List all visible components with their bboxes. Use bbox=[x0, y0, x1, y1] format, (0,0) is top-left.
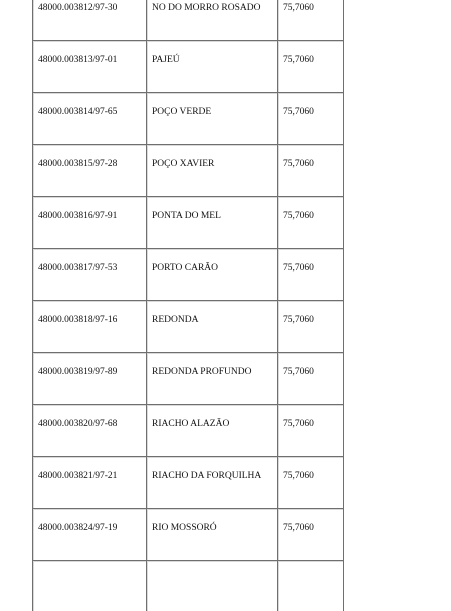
process-number-cell bbox=[33, 93, 147, 145]
table-row bbox=[33, 561, 344, 611]
value: 75,7060 bbox=[283, 263, 314, 273]
process-number-cell bbox=[33, 41, 147, 93]
field-name-cell bbox=[147, 145, 278, 197]
value-cell bbox=[278, 353, 344, 405]
process-number: 48000.003814/97-65 bbox=[38, 107, 118, 117]
field-name-cell bbox=[147, 405, 278, 457]
process-number: 48000.003820/97-68 bbox=[38, 419, 118, 429]
process-number-cell bbox=[33, 0, 147, 41]
value-cell bbox=[278, 0, 344, 41]
process-number: 48000.003824/97-19 bbox=[38, 523, 118, 533]
value-cell bbox=[278, 301, 344, 353]
records-table-body bbox=[33, 0, 344, 611]
table-row bbox=[33, 0, 344, 41]
table-row bbox=[33, 301, 344, 353]
field-name-cell bbox=[147, 41, 278, 93]
value: 75,7060 bbox=[283, 55, 314, 65]
table-row bbox=[33, 93, 344, 145]
field-name-cell bbox=[147, 509, 278, 561]
field-name-cell bbox=[147, 0, 278, 41]
field-name: RIACHO DA FORQUILHA bbox=[152, 471, 262, 481]
table-row bbox=[33, 145, 344, 197]
table-row bbox=[33, 405, 344, 457]
process-number: 48000.003819/97-89 bbox=[38, 367, 118, 377]
table-row bbox=[33, 249, 344, 301]
field-name-cell bbox=[147, 353, 278, 405]
process-number-cell bbox=[33, 145, 147, 197]
value: 75,7060 bbox=[283, 523, 314, 533]
value: 75,7060 bbox=[283, 367, 314, 377]
process-number: 48000.003812/97-30 bbox=[38, 3, 118, 13]
field-name: RIACHO ALAZÃO bbox=[152, 419, 230, 429]
process-number-cell bbox=[33, 405, 147, 457]
value: 75,7060 bbox=[283, 159, 314, 169]
table-row bbox=[33, 197, 344, 249]
value-cell bbox=[278, 249, 344, 301]
field-name: NO DO MORRO ROSADO bbox=[152, 3, 261, 13]
field-name: PONTA DO MEL bbox=[152, 211, 221, 221]
field-name: REDONDA PROFUNDO bbox=[152, 367, 252, 377]
process-number: 48000.003815/97-28 bbox=[38, 159, 118, 169]
value-cell bbox=[278, 145, 344, 197]
process-number-cell bbox=[33, 353, 147, 405]
records-table bbox=[32, 0, 344, 611]
field-name-cell bbox=[147, 457, 278, 509]
field-name-cell bbox=[147, 197, 278, 249]
value-cell bbox=[278, 41, 344, 93]
value bbox=[278, 561, 343, 574]
table-row bbox=[33, 41, 344, 93]
process-number: 48000.003813/97-01 bbox=[38, 55, 118, 65]
process-number: 48000.003816/97-91 bbox=[38, 211, 118, 221]
field-name: REDONDA bbox=[152, 315, 199, 325]
process-number-cell bbox=[33, 561, 147, 611]
value-cell bbox=[278, 405, 344, 457]
field-name-cell bbox=[147, 301, 278, 353]
table-row bbox=[33, 509, 344, 561]
process-number: 48000.003818/97-16 bbox=[38, 315, 118, 325]
field-name: POÇO VERDE bbox=[152, 107, 212, 117]
value: 75,7060 bbox=[283, 3, 314, 13]
table-row bbox=[33, 457, 344, 509]
value-cell bbox=[278, 561, 344, 611]
process-number-cell bbox=[33, 197, 147, 249]
table-row bbox=[33, 353, 344, 405]
process-number-cell bbox=[33, 509, 147, 561]
value-cell bbox=[278, 457, 344, 509]
process-number bbox=[33, 561, 146, 574]
field-name bbox=[147, 561, 277, 574]
value: 75,7060 bbox=[283, 315, 314, 325]
field-name: RIO MOSSORÓ bbox=[152, 523, 217, 533]
process-number: 48000.003817/97-53 bbox=[38, 263, 118, 273]
process-number: 48000.003821/97-21 bbox=[38, 471, 118, 481]
process-number-cell bbox=[33, 249, 147, 301]
value: 75,7060 bbox=[283, 211, 314, 221]
value-cell bbox=[278, 93, 344, 145]
field-name-cell bbox=[147, 93, 278, 145]
value: 75,7060 bbox=[283, 471, 314, 481]
process-number-cell bbox=[33, 301, 147, 353]
field-name: PORTO CARÃO bbox=[152, 263, 219, 273]
value-cell bbox=[278, 197, 344, 249]
field-name: POÇO XAVIER bbox=[152, 159, 215, 169]
value-cell bbox=[278, 509, 344, 561]
field-name: PAJEÚ bbox=[152, 55, 180, 65]
field-name-cell bbox=[147, 249, 278, 301]
value: 75,7060 bbox=[283, 107, 314, 117]
process-number-cell bbox=[33, 457, 147, 509]
field-name-cell bbox=[147, 561, 278, 611]
value: 75,7060 bbox=[283, 419, 314, 429]
